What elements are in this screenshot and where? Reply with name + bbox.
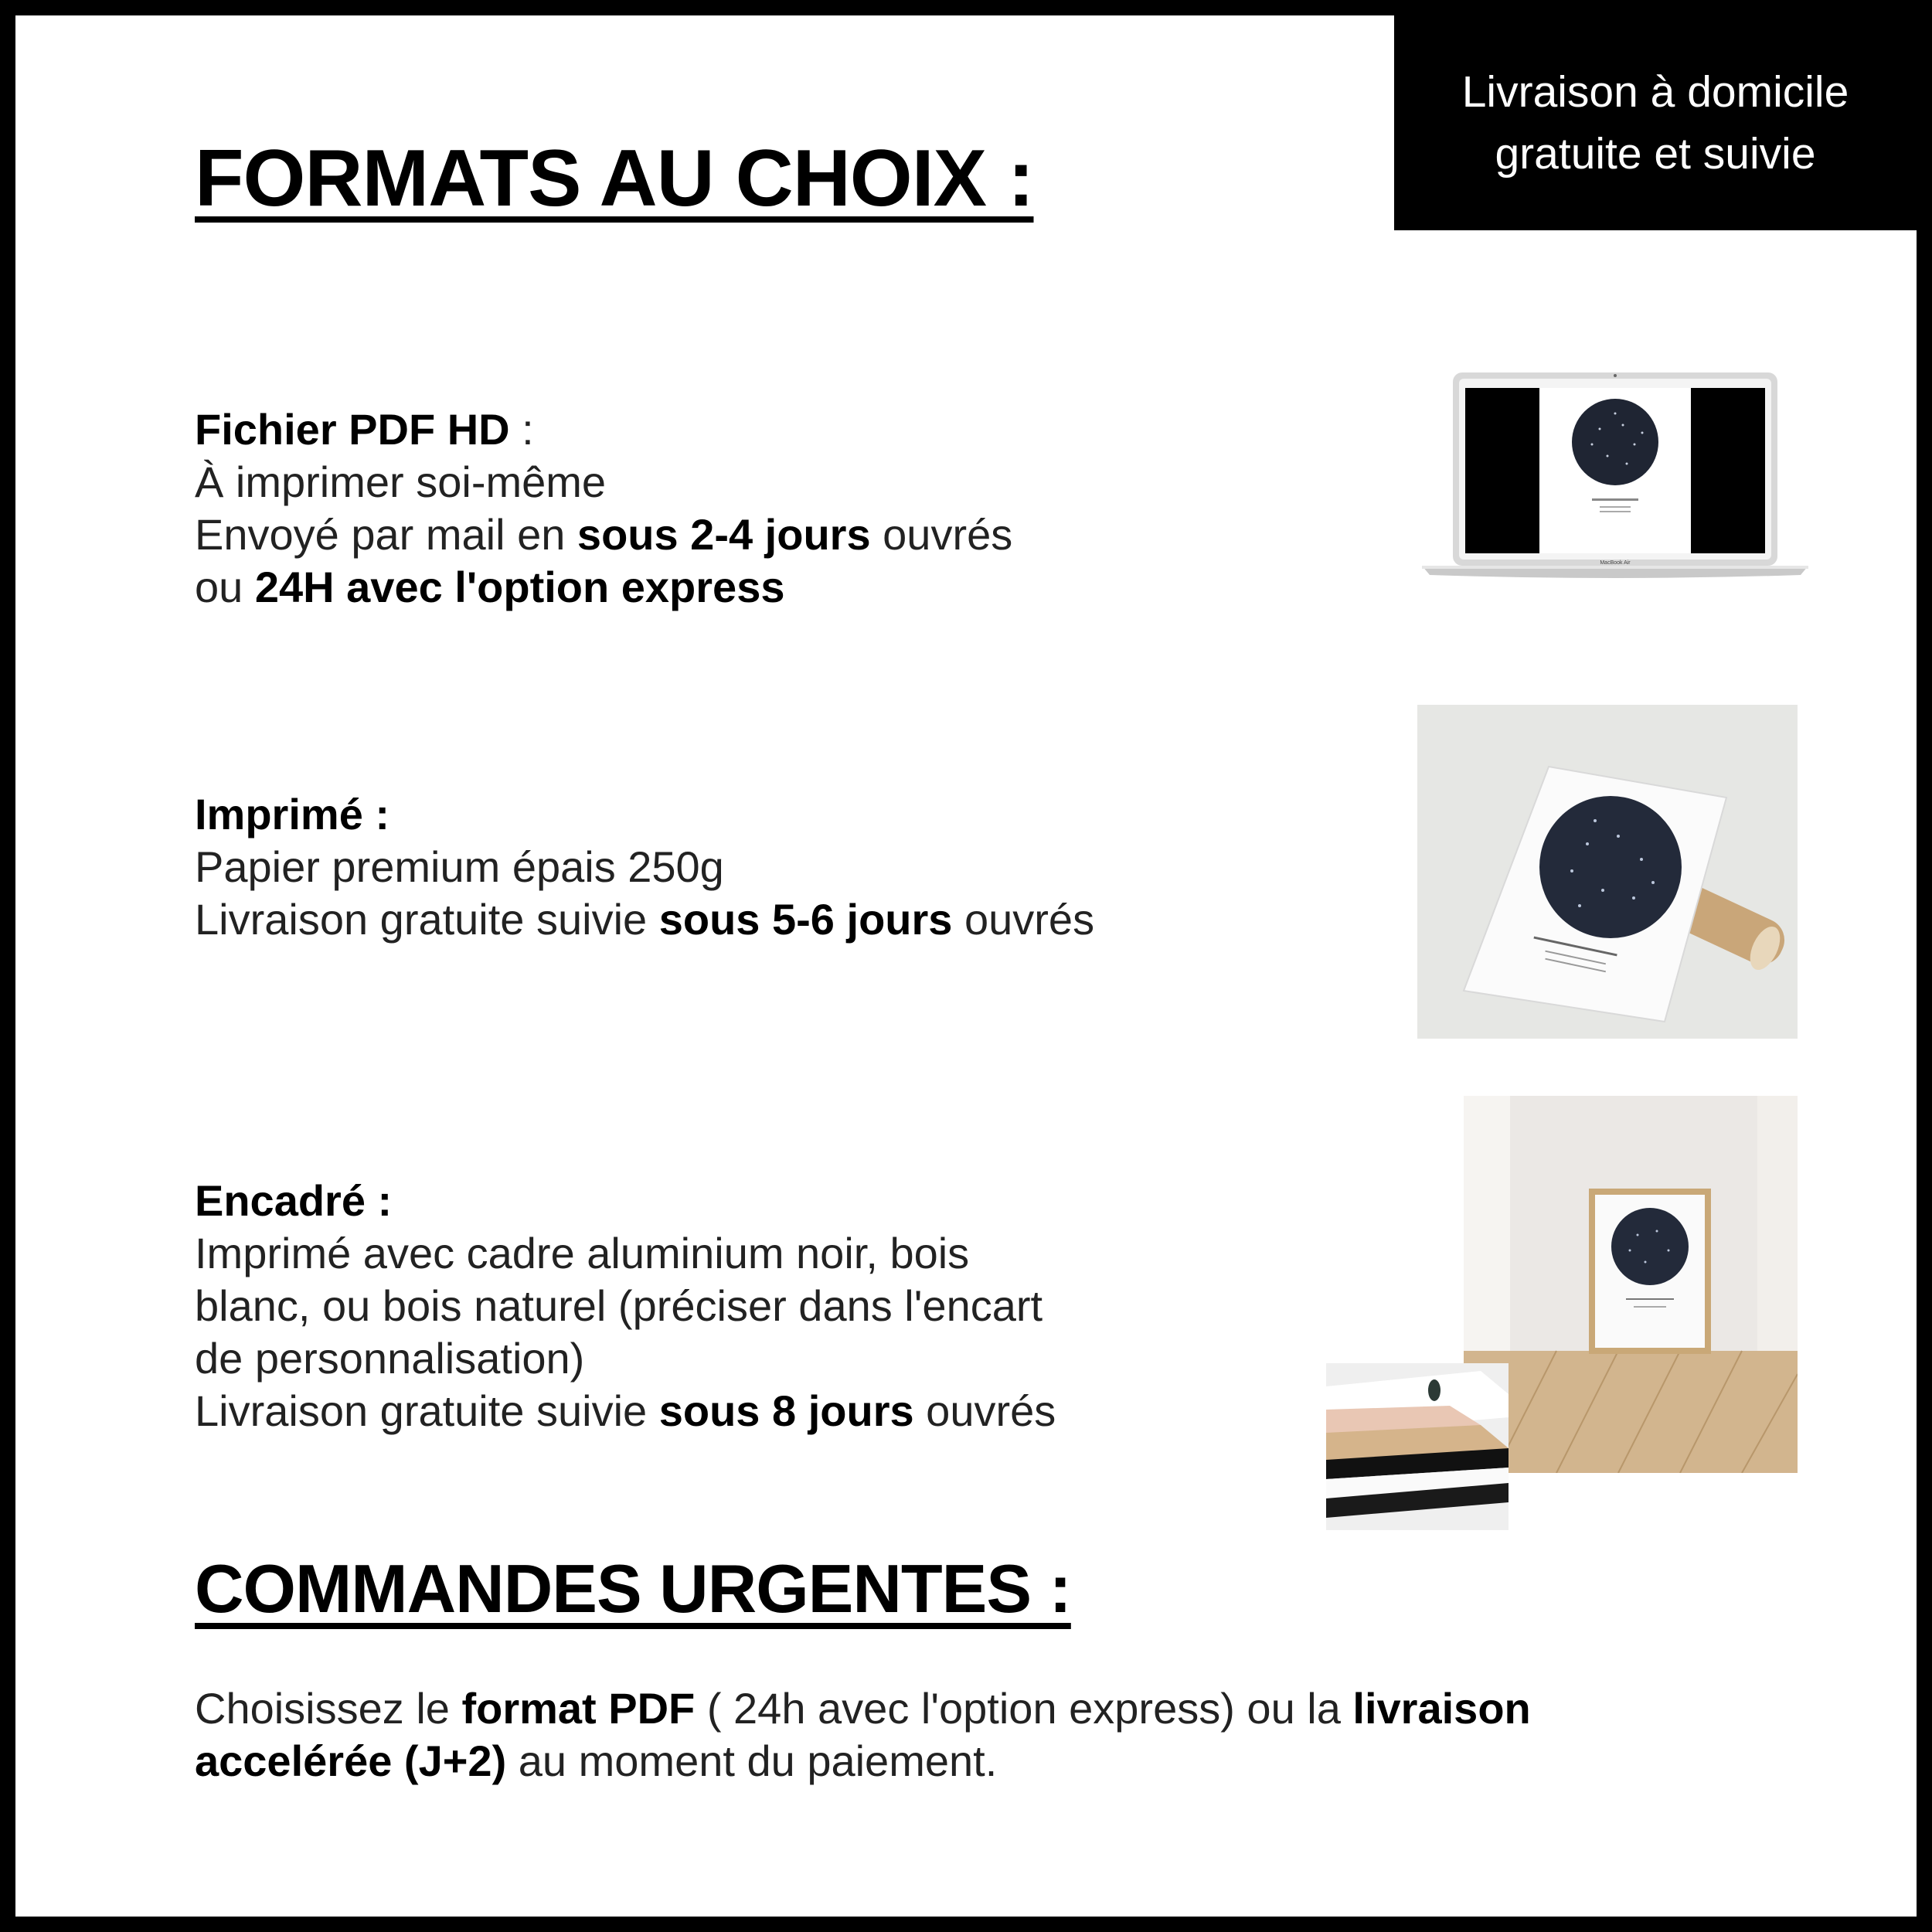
pdf-format-block bbox=[195, 403, 1012, 614]
urgent-e: accelérée (J+2) bbox=[195, 1736, 507, 1785]
framed-line-3: de personnalisation) bbox=[195, 1334, 585, 1383]
printed-format-title: Imprimé : bbox=[195, 790, 390, 838]
framed-format-block bbox=[195, 1175, 1056, 1437]
formats-heading: FORMATS AU CHOIX : bbox=[195, 134, 1034, 223]
printed-poster-image bbox=[1417, 705, 1798, 1039]
banner-line-2: gratuite et suivie bbox=[1495, 129, 1816, 179]
framed-line-4c: ouvrés bbox=[913, 1386, 1056, 1435]
urgent-d: livraison bbox=[1352, 1684, 1531, 1733]
framed-line-4b: sous 8 jours bbox=[658, 1386, 914, 1435]
urgent-f: au moment du paiement. bbox=[506, 1736, 998, 1785]
framed-format-title: Encadré : bbox=[195, 1176, 393, 1225]
framed-poster-room-image bbox=[1464, 1096, 1798, 1473]
printed-line-2b: sous 5-6 jours bbox=[658, 895, 953, 944]
printed-line-2c: ouvrés bbox=[952, 895, 1095, 944]
printed-format-block bbox=[195, 788, 1094, 946]
frame-samples-image bbox=[1326, 1363, 1509, 1530]
pdf-line-2b: sous 2-4 jours bbox=[577, 510, 871, 559]
framed-line-4a: Livraison gratuite suivie bbox=[195, 1386, 659, 1435]
pdf-line-3a: ou bbox=[195, 563, 255, 611]
laptop-mockup-image bbox=[1414, 371, 1816, 587]
banner-line-1: Livraison à domicile bbox=[1461, 67, 1849, 117]
framed-line-2: blanc, ou bois naturel (préciser dans l'encart bbox=[195, 1281, 1043, 1330]
laptop-brand-label: MacBook Air bbox=[1600, 560, 1631, 566]
printed-line-2a: Livraison gratuite suivie bbox=[195, 895, 659, 944]
urgent-heading: COMMANDES URGENTES : bbox=[195, 1550, 1071, 1627]
urgent-a: Choisissez le bbox=[195, 1684, 462, 1733]
pdf-title-suffix: : bbox=[509, 405, 534, 454]
pdf-format-title: Fichier PDF HD bbox=[195, 405, 510, 454]
urgent-c: ( 24h avec l'option express) ou la bbox=[695, 1684, 1353, 1733]
urgent-b: format PDF bbox=[461, 1684, 696, 1733]
pdf-line-2a: Envoyé par mail en bbox=[195, 510, 577, 559]
free-delivery-banner bbox=[1394, 15, 1917, 230]
pdf-line-3b: 24H avec l'option express bbox=[254, 563, 785, 611]
urgent-text bbox=[195, 1682, 1531, 1787]
framed-line-1: Imprimé avec cadre aluminium noir, bois bbox=[195, 1229, 970, 1277]
pdf-line-2c: ouvrés bbox=[870, 510, 1013, 559]
printed-line-1: Papier premium épais 250g bbox=[195, 842, 724, 891]
pdf-line-1: À imprimer soi-même bbox=[195, 457, 607, 506]
